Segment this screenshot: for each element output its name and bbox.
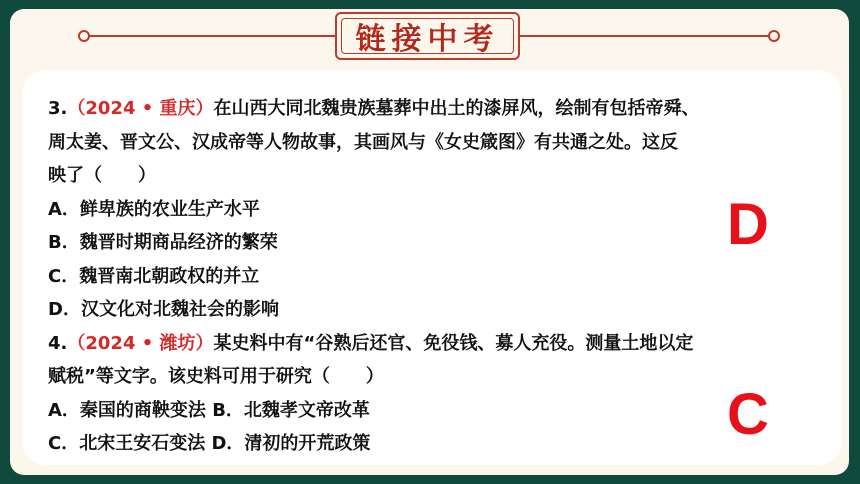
q4-answer: C — [727, 382, 769, 447]
title-right-dot — [768, 30, 780, 42]
q3-number: 3. — [48, 98, 68, 119]
q3-source: （2024 • 重庆） — [67, 98, 214, 119]
q3-option-c: C．魏晋南北朝政权的并立 — [48, 266, 260, 287]
q4-line2: 赋税”等文字。该史料可用于研究（ ） — [48, 366, 384, 387]
q3-line2: 周太姜、晋文公、汉成帝等人物故事，其画风与《女史箴图》有共通之处。这反 — [48, 132, 678, 153]
q4-number: 4. — [48, 333, 68, 354]
q3-answer: D — [727, 192, 769, 257]
title-left-line — [88, 35, 335, 37]
title-right-line — [520, 35, 770, 37]
q3-option-b: B．魏晋时期商品经济的繁荣 — [48, 232, 278, 253]
q4-options-ab: A．秦国的商鞅变法 B．北魏孝文帝改革 — [48, 400, 370, 421]
q4-stem-part1: 某史料中有“谷熟后还官、免役钱、募人充役。测量土地以定 — [213, 333, 694, 354]
title-left-dot — [78, 30, 90, 42]
q3-line3: 映了（ ） — [48, 165, 156, 186]
q4-source: （2024 • 潍坊） — [67, 333, 214, 354]
q3-option-a: A．鲜卑族的农业生产水平 — [48, 199, 260, 220]
q4-options-cd: C．北宋王安石变法 D．清初的开荒政策 — [48, 433, 371, 454]
q4-line1 — [48, 327, 818, 361]
q3-line1 — [48, 92, 818, 126]
q3-option-d: D．汉文化对北魏社会的影响 — [48, 299, 279, 320]
slide-title: 链接中考 — [341, 18, 514, 54]
title-banner — [335, 12, 520, 60]
q3-stem-part1: 在山西大同北魏贵族墓葬中出土的漆屏风，绘制有包括帝舜、 — [213, 98, 700, 119]
